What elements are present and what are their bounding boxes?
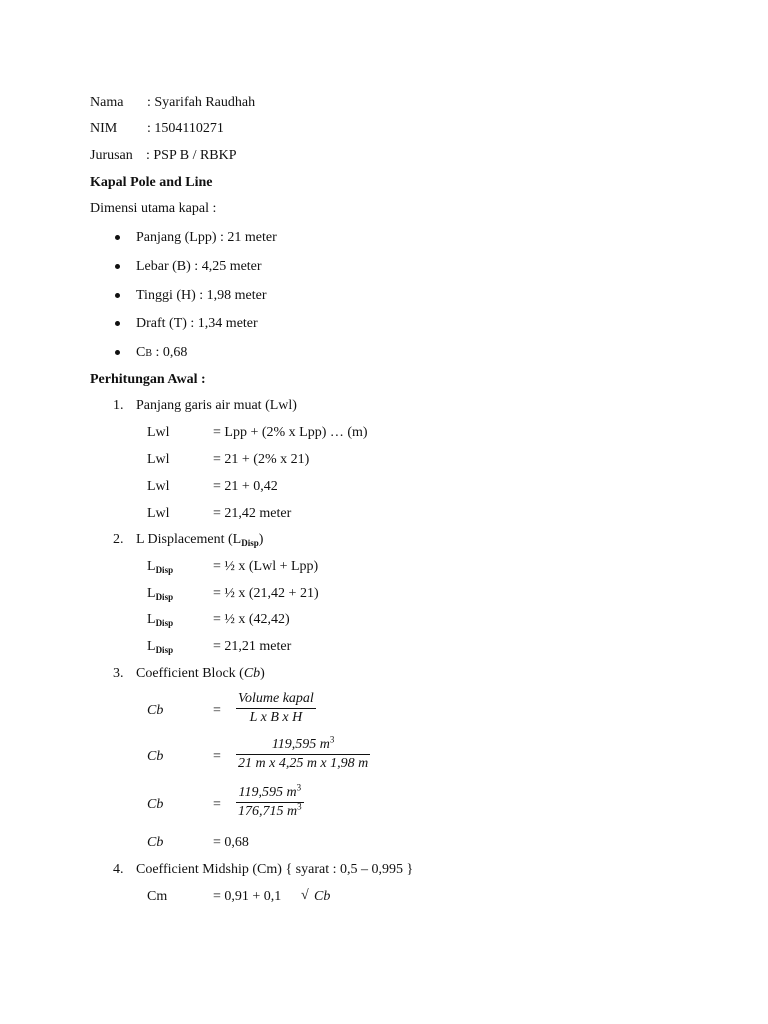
denominator-text: 176,715 m	[238, 804, 298, 819]
step-title-text: Coefficient Block (	[136, 666, 244, 681]
formula-rhs: = 0,68	[213, 835, 249, 850]
fraction-numerator	[236, 734, 370, 754]
dimension-item: Panjang (Lpp) : 21 meter	[136, 230, 277, 245]
formula-lhs	[147, 613, 173, 628]
numerator-text: 119,595 m	[238, 785, 297, 800]
formula-rhs: = 21,42 meter	[213, 506, 292, 521]
bullet-icon	[115, 350, 120, 355]
formula-rhs: = Lpp + (2% x Lpp) … (m)	[213, 425, 368, 440]
nim-label: NIM	[90, 121, 118, 136]
dimension-item: Lebar (B) : 4,25 meter	[136, 259, 262, 274]
lhs-base: L	[147, 559, 156, 574]
denominator-exponent: 3	[297, 801, 302, 812]
fraction-numerator: Volume kapal	[238, 691, 314, 706]
formula-rhs: = 0,91 + 0,1	[213, 889, 282, 904]
step-title: Panjang garis air muat (Lwl)	[136, 398, 297, 413]
name-value: : Syarifah Raudhah	[147, 95, 256, 110]
step-title	[136, 667, 265, 681]
lhs-base: L	[147, 612, 156, 627]
formula-lhs: Cb	[147, 797, 164, 812]
formula-rhs: = 21,21 meter	[213, 639, 292, 654]
numerator-text: 119,595 m	[271, 737, 330, 752]
lhs-sub: Disp	[155, 592, 174, 602]
calc-heading: Perhitungan Awal :	[90, 372, 206, 387]
step-title-text: L Displacement (L	[136, 532, 242, 547]
step-number: 1.	[113, 398, 124, 413]
numerator-exponent: 3	[296, 782, 302, 793]
equals-sign: =	[213, 749, 221, 764]
nim-value: : 1504110271	[147, 121, 224, 136]
bullet-icon	[115, 293, 120, 298]
formula-lhs: Cb	[147, 835, 164, 850]
formula-lhs	[147, 560, 173, 575]
formula-rhs: = ½ x (42,42)	[213, 612, 290, 627]
formula-lhs: Lwl	[147, 506, 170, 521]
formula-rhs: = 21 + 0,42	[213, 479, 278, 494]
cb-b: B	[145, 348, 153, 359]
step-title	[136, 533, 263, 548]
formula-lhs: Cb	[147, 703, 164, 718]
bullet-icon	[115, 264, 120, 269]
step-number: 3.	[113, 666, 124, 681]
cb-dimension-item	[136, 346, 187, 360]
formula-lhs: Cm	[147, 889, 168, 904]
equals-sign: =	[213, 703, 221, 718]
equals-sign: =	[213, 797, 221, 812]
step-title: Coefficient Midship (Cm) { syarat : 0,5 – 0,995 }	[136, 862, 414, 877]
formula-rhs: = ½ x (21,42 + 21)	[213, 586, 319, 601]
jurusan-value: : PSP B / RBKP	[146, 148, 237, 163]
fraction-numerator	[236, 782, 304, 802]
dimension-item: Tinggi (H) : 1,98 meter	[136, 288, 267, 303]
bullet-icon	[115, 235, 120, 240]
step-title-sub: Disp	[241, 538, 259, 548]
formula-rhs: = 21 + (2% x 21)	[213, 452, 310, 467]
fraction-denominator	[236, 802, 304, 819]
formula-lhs: Lwl	[147, 452, 170, 467]
lhs-base: L	[147, 586, 156, 601]
numerator-exponent: 3	[329, 734, 335, 745]
lhs-sub: Disp	[155, 565, 174, 575]
fraction	[236, 734, 370, 771]
fraction-denominator: 21 m x 4,25 m x 1,98 m	[238, 756, 369, 771]
cb-value: : 0,68	[152, 345, 188, 360]
formula-lhs: Lwl	[147, 479, 170, 494]
formula-lhs: Cb	[147, 749, 164, 764]
dimensions-heading: Dimensi utama kapal :	[90, 201, 217, 216]
formula-lhs	[147, 640, 173, 655]
step-number: 4.	[113, 862, 124, 877]
lhs-sub: Disp	[155, 645, 174, 655]
cb-c: C	[136, 345, 146, 360]
formula-lhs	[147, 587, 173, 602]
step-title-italic: Cb	[243, 666, 261, 681]
document-title: Kapal Pole and Line	[90, 175, 213, 190]
formula-lhs: Lwl	[147, 425, 170, 440]
lhs-sub: Disp	[155, 618, 174, 628]
lhs-base: L	[147, 639, 156, 654]
jurusan-label: Jurusan	[90, 148, 133, 163]
fraction	[236, 782, 304, 819]
step-title-post: )	[258, 532, 264, 547]
step-number: 2.	[113, 532, 124, 547]
dimension-item: Draft (T) : 1,34 meter	[136, 316, 258, 331]
sqrt-argument: Cb	[314, 889, 331, 904]
step-title-post: )	[260, 666, 265, 681]
bullet-icon	[115, 321, 120, 326]
formula-rhs: = ½ x (Lwl + Lpp)	[213, 559, 319, 574]
fraction	[236, 692, 316, 725]
sqrt-icon: √	[301, 888, 309, 903]
fraction-denominator: L x B x H	[236, 708, 316, 725]
name-label: Nama	[90, 95, 124, 110]
